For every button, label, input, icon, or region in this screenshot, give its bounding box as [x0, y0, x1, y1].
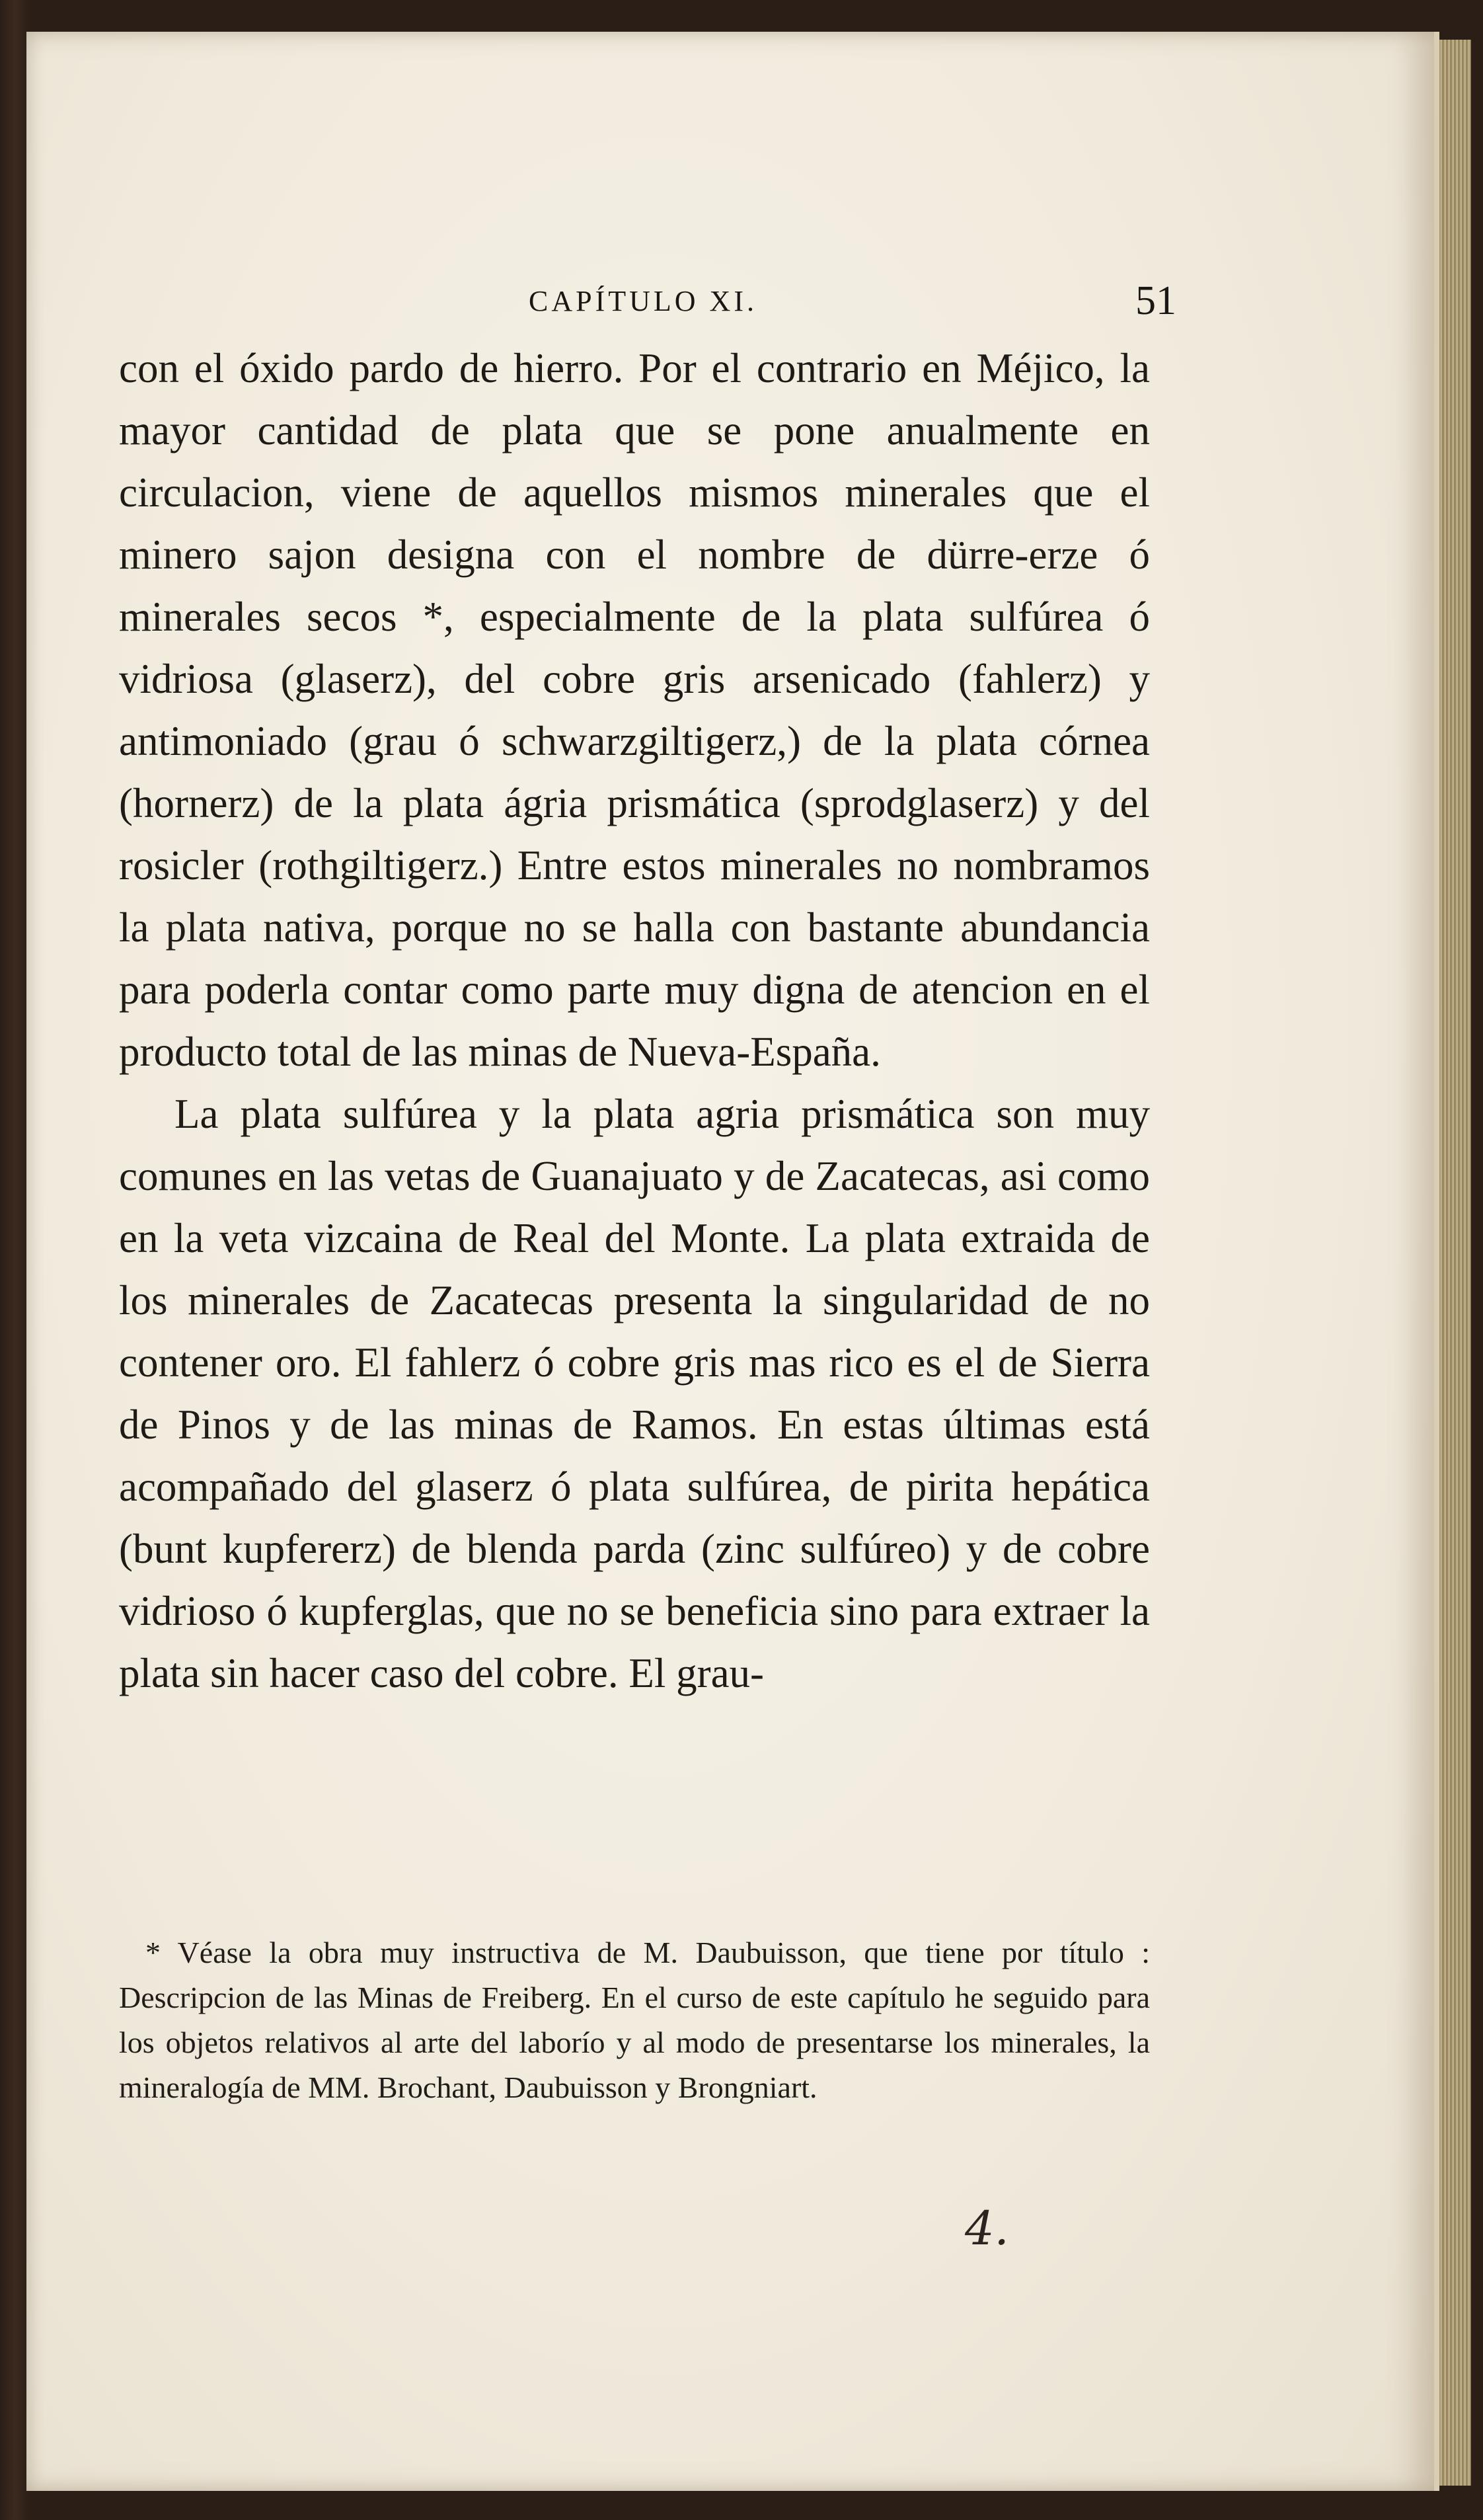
footnote-text: * Véase la obra muy instructiva de M. Daubuisson, que tiene por título : Descripcion de las Minas de Freiberg. En el curso de este capítulo he seguido para los objetos relativos al arte del laborío y al modo de presentarse los minerales, la mineralogía de MM. Brochant, Daubuisson y Brongniart.	[119, 1936, 1150, 2104]
signature-mark: 4.	[965, 2201, 1009, 2256]
running-head	[529, 278, 1176, 331]
paragraph-2: La plata sulfúrea y la plata agria prismática son muy comunes en las vetas de Guanajuato y de Zacatecas, asi como en la veta vizcaina de Real del Monte. La plata extraida de los minerales de Zacatecas presenta la singularidad de no contener oro. El fahlerz ó cobre gris mas rico es el de Sierra de Pinos y de las minas de Ramos. En estas últimas está acompañado del glaserz ó plata sulfúrea, de pirita hepática (bunt kupfererz) de blenda parda (zinc sulfúreo) y de cobre vidrioso ó kupferglas, que no se beneficia sino para extraer la plata sin hacer caso del cobre. El grau-	[119, 1091, 1150, 1696]
page-edges	[1439, 40, 1471, 2486]
main-text	[119, 337, 1150, 1704]
page-number: 51	[1135, 278, 1176, 323]
footnote	[119, 1930, 1150, 2110]
paragraph-1: con el óxido pardo de hierro. Por el contrario en Méjico, la mayor cantidad de plata que se pone anualmente en circulacion, viene de aquellos mismos minerales que el minero sajon designa con el nombre de dürre-erze ó minerales secos *, especialmente de la plata sulfúrea ó vidriosa (glaserz), del cobre gris arsenicado (fahlerz) y antimoniado (grau ó schwarzgiltigerz,) de la plata córnea (hornerz) de la plata ágria prismática (sprodglaserz) y del rosicler (rothgiltigerz.) Entre estos minerales no nombramos la plata nativa, porque no se halla con bastante abundancia para poderla contar como parte muy digna de atencion en el producto total de las minas de Nueva-España.	[119, 345, 1150, 1075]
chapter-heading: CAPÍTULO XI.	[529, 285, 757, 317]
